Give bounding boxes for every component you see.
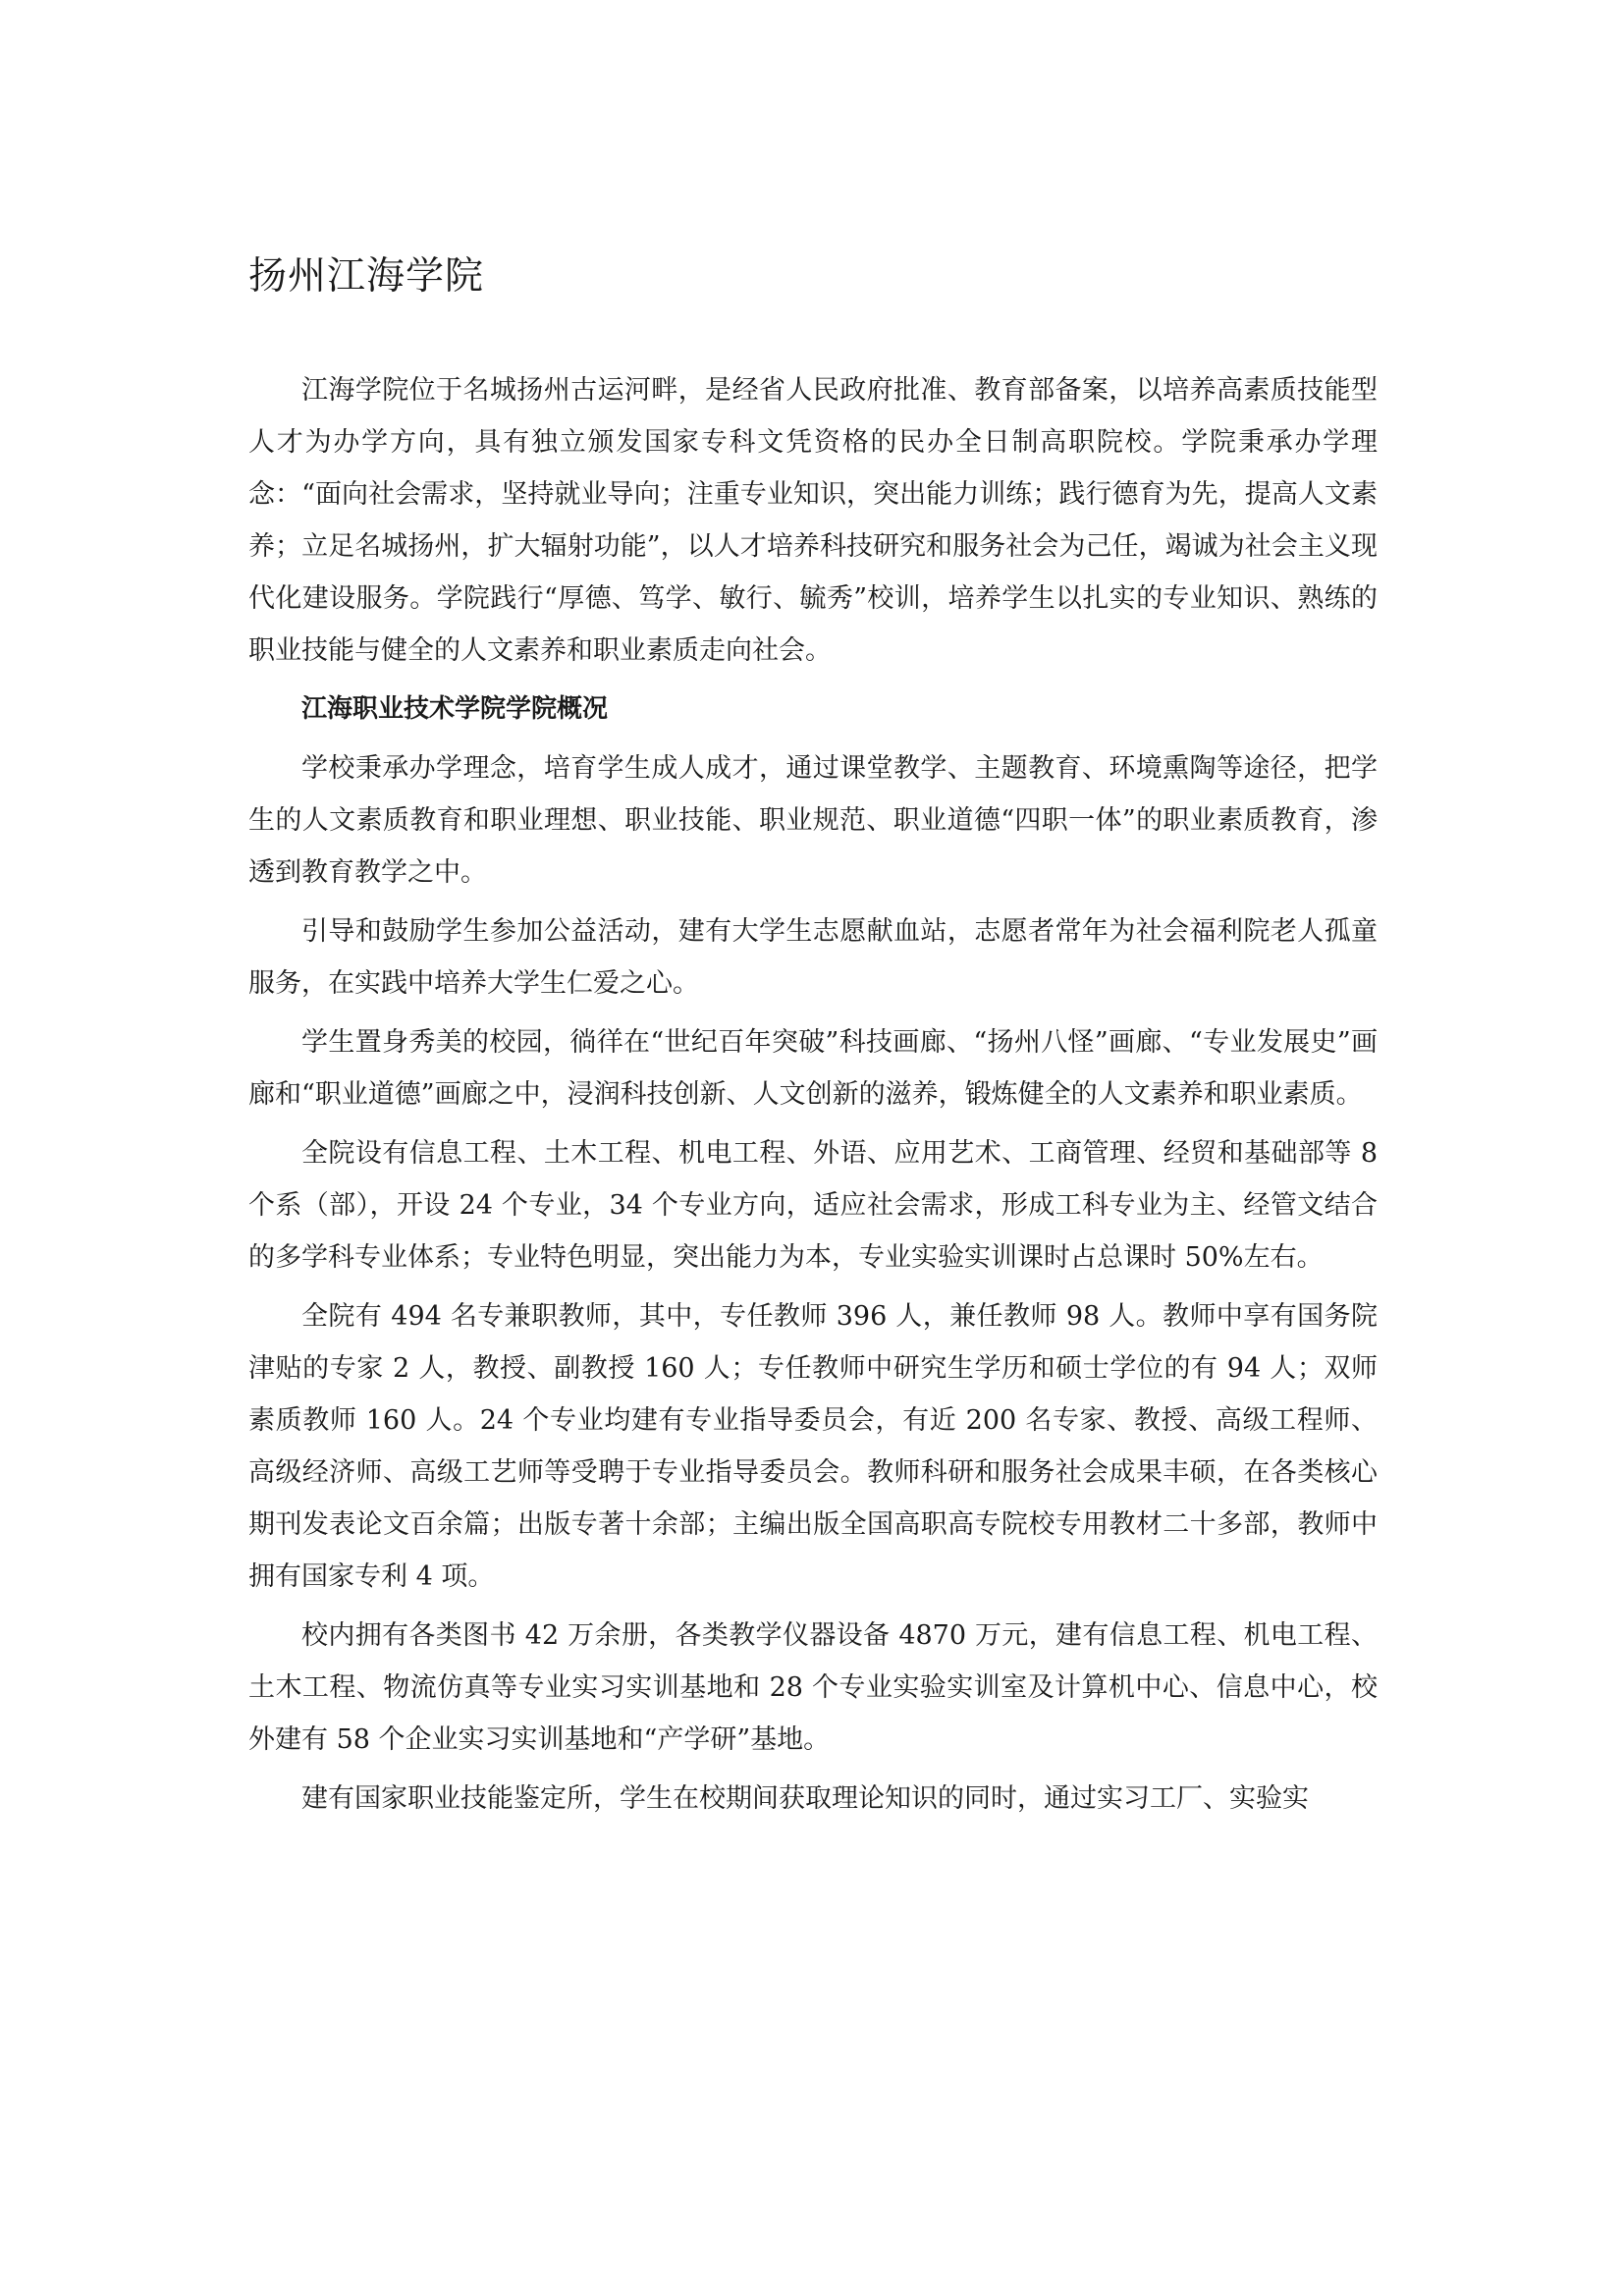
section-heading: 江海职业技术学院学院概况 [301,694,609,724]
body-paragraph: 建有国家职业技能鉴定所，学生在校期间获取理论知识的同时，通过实习工厂、实验实 [301,1783,1309,1814]
body-paragraph: 学校秉承办学理念，培育学生成人成才，通过课堂教学、主题教育、环境熏陶等途径，把学生的人文素质教育和职业理想、职业技能、职业规范、职业道德“四职一体”的职业素质教育，渗透到教育教学之中。 [248,753,1378,888]
document-body [248,364,1378,1825]
body-paragraph: 全院有 494 名专兼职教师，其中，专任教师 396 人，兼任教师 98 人。教师中享有国务院津贴的专家 2 人，教授、副教授 160 人；专任教师中研究生学历和硕士学位的有 94 人；双师素质教师 160 人。24 个专业均建有专业指导委员会，有近 200 名专家、教授、高级工程师、高级经济师、高级工艺师等受聘于专业指导委员会。教师科研和服务社会成果丰硕，在各类核心期刊发表论文百余篇；出版专著十余部；主编出版全国高职高专院校专用教材二十多部，教师中拥有国家专利 4 项。 [248,1301,1378,1592]
body-paragraph: 学生置身秀美的校园，徜徉在“世纪百年突破”科技画廊、“扬州八怪”画廊、“专业发展史”画廊和“职业道德”画廊之中，浸润科技创新、人文创新的滋养，锻炼健全的人文素养和职业素质。 [248,1027,1378,1110]
body-paragraph: 引导和鼓励学生参加公益活动，建有大学生志愿献血站，志愿者常年为社会福利院老人孤童服务，在实践中培养大学生仁爱之心。 [248,916,1378,999]
body-paragraph: 校内拥有各类图书 42 万余册，各类教学仪器设备 4870 万元，建有信息工程、机电工程、土木工程、物流仿真等专业实习实训基地和 28 个专业实验实训室及计算机中心、信息中心，校外建有 58 个企业实习实训基地和“产学研”基地。 [248,1620,1378,1755]
body-paragraph: 全院设有信息工程、土木工程、机电工程、外语、应用艺术、工商管理、经贸和基础部等 8 个系（部），开设 24 个专业，34 个专业方向，适应社会需求，形成工科专业为主、经管文结合的多学科专业体系；专业特色明显，突出能力为本，专业实验实训课时占总课时 50%左右。 [248,1138,1378,1273]
document-title: 扬州江海学院 [248,254,485,299]
intro-paragraph: 江海学院位于名城扬州古运河畔，是经省人民政府批准、教育部备案，以培养高素质技能型人才为办学方向，具有独立颁发国家专科文凭资格的民办全日制高职院校。学院秉承办学理念：“面向社会需求，坚持就业导向；注重专业知识，突出能力训练；践行德育为先，提高人文素养；立足名城扬州，扩大辐射功能”，以人才培养科技研究和服务社会为己任，竭诚为社会主义现代化建设服务。学院践行“厚德、笃学、敏行、毓秀”校训，培养学生以扎实的专业知识、熟练的职业技能与健全的人文素养和职业素质走向社会。 [248,375,1378,666]
